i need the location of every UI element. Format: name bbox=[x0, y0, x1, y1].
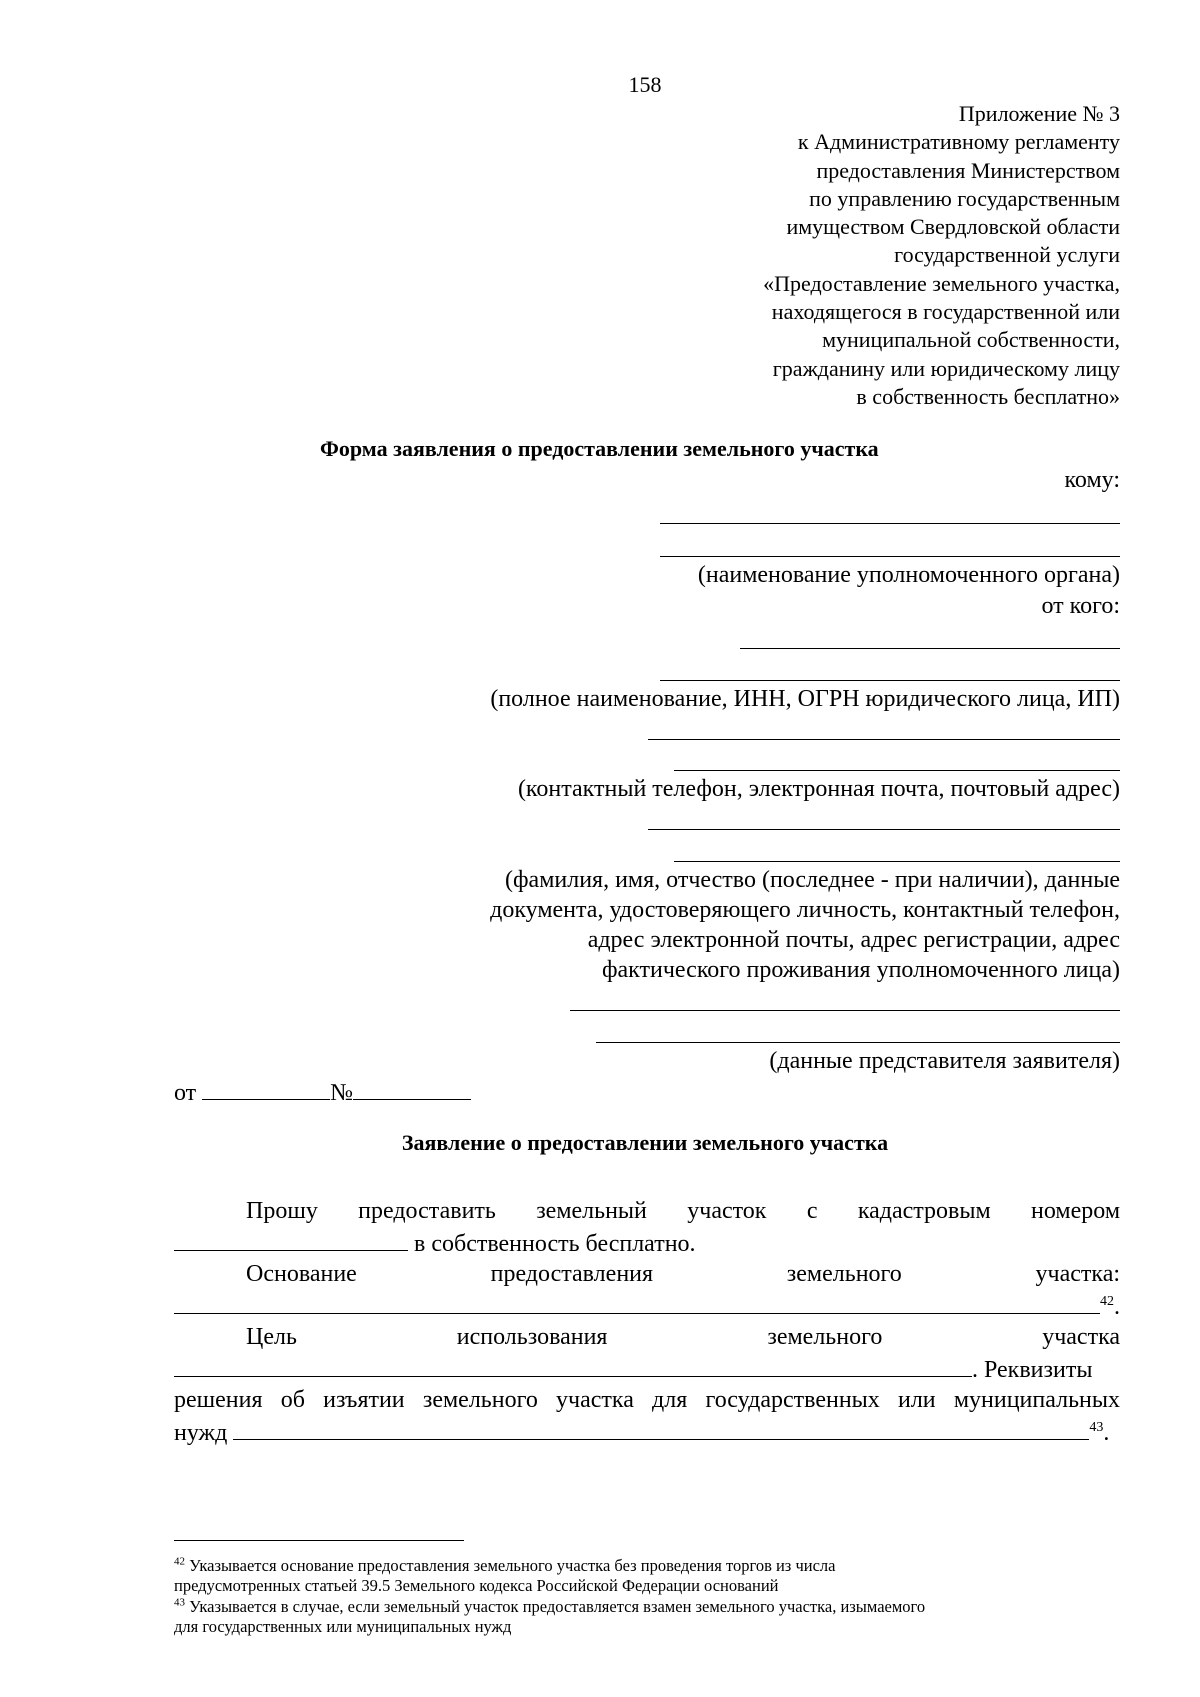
recipient-line-1[interactable] bbox=[660, 523, 1120, 524]
date-field[interactable] bbox=[202, 1075, 330, 1100]
person-line-2[interactable] bbox=[674, 861, 1120, 862]
body-word: Основание bbox=[246, 1261, 357, 1287]
body-word: Прошу bbox=[246, 1198, 318, 1224]
caption-person-line: документа, удостоверяющего личность, контактный телефон, bbox=[490, 897, 1120, 923]
contacts-line-1[interactable] bbox=[648, 739, 1120, 740]
caption-representative: (данные представителя заявителя) bbox=[769, 1048, 1120, 1074]
body-word: участок bbox=[687, 1198, 767, 1224]
footnote-separator bbox=[174, 1540, 464, 1541]
footnote-text: для государственных или муниципальных нужд bbox=[174, 1617, 512, 1636]
body-word: предоставить bbox=[358, 1198, 496, 1224]
caption-authority: (наименование уполномоченного органа) bbox=[697, 562, 1120, 588]
from-label: от кого: bbox=[1041, 593, 1120, 619]
body-line-3 bbox=[174, 1259, 1120, 1289]
body-text: . Реквизиты bbox=[972, 1357, 1093, 1383]
contacts-line-2[interactable] bbox=[674, 770, 1120, 771]
appendix-line: по управлению государственным bbox=[809, 185, 1120, 211]
body-line-1 bbox=[174, 1196, 1120, 1226]
body-line-6 bbox=[174, 1352, 1120, 1385]
to-label: кому: bbox=[1064, 467, 1120, 493]
appendix-line: государственной услуги bbox=[894, 242, 1120, 268]
representative-line-2[interactable] bbox=[596, 1042, 1120, 1043]
caption-legal-entity: (полное наименование, ИНН, ОГРН юридического лица, ИП) bbox=[490, 686, 1120, 712]
footnote-text: Указывается в случае, если земельный участок предоставляется взамен земельного участка, изымаемого bbox=[189, 1597, 926, 1616]
body-line-2 bbox=[174, 1226, 1120, 1259]
caption-person-line: фактического проживания уполномоченного лица) bbox=[601, 957, 1120, 983]
recipient-line-2[interactable] bbox=[660, 556, 1120, 557]
footnote-marker: 42 bbox=[174, 1555, 185, 1568]
body-word: номером bbox=[1031, 1198, 1121, 1224]
body-word: использования bbox=[456, 1324, 608, 1350]
caption-person-line: адрес электронной почты, адрес регистрации, адрес bbox=[587, 927, 1120, 953]
sender-line-2[interactable] bbox=[660, 680, 1120, 681]
body-line-4: $^{42}$. bbox=[174, 1289, 1120, 1322]
body-word: с bbox=[806, 1198, 818, 1224]
footnote-text: Указывается основание предоставления земельного участка без проведения торгов из числа bbox=[189, 1556, 836, 1575]
appendix-header bbox=[560, 100, 1120, 411]
form-title: Форма заявления о предоставлении земельного участка bbox=[320, 436, 879, 461]
page-number: 158 bbox=[628, 72, 662, 97]
footnote-marker: 43 bbox=[174, 1596, 185, 1609]
footnote-ref[interactable]: 42 bbox=[1100, 1294, 1114, 1309]
body-word: земельный bbox=[536, 1198, 647, 1224]
representative-line-1[interactable] bbox=[570, 1010, 1120, 1011]
body-text: в собственность бесплатно. bbox=[414, 1231, 696, 1257]
sender-line-1[interactable] bbox=[740, 648, 1120, 649]
appendix-line: находящегося в государственной или bbox=[771, 299, 1120, 325]
appendix-line: в собственность бесплатно» bbox=[856, 383, 1120, 409]
date-prefix: от bbox=[174, 1080, 197, 1106]
body-line-5 bbox=[174, 1322, 1120, 1352]
footnote-42 bbox=[174, 1556, 1120, 1596]
number-field[interactable] bbox=[353, 1075, 471, 1100]
body-text: нужд bbox=[174, 1420, 228, 1446]
footnote-text: предусмотренных статьей 39.5 Земельного кодекса Российской Федерации оснований bbox=[174, 1576, 779, 1595]
statement-body bbox=[174, 1196, 1120, 1448]
seizure-details-field[interactable] bbox=[233, 1415, 1089, 1440]
cadastral-number-field[interactable] bbox=[174, 1226, 408, 1251]
body-word: участка: bbox=[1035, 1261, 1121, 1287]
body-word: земельного bbox=[767, 1324, 883, 1350]
appendix-line: предоставления Министерством bbox=[816, 157, 1120, 183]
appendix-line: Приложение № 3 bbox=[958, 101, 1120, 126]
purpose-field[interactable] bbox=[174, 1352, 972, 1377]
date-number-row bbox=[174, 1075, 471, 1107]
footnote-43 bbox=[174, 1597, 1120, 1637]
body-word: земельного bbox=[786, 1261, 902, 1287]
body-line-8: нужд $^{43}$. bbox=[174, 1415, 1120, 1448]
caption-person-line: (фамилия, имя, отчество (последнее - при наличии), данные bbox=[505, 867, 1120, 893]
person-line-1[interactable] bbox=[648, 829, 1120, 830]
appendix-line: муниципальной собственности, bbox=[822, 327, 1120, 353]
appendix-line: гражданину или юридическому лицу bbox=[772, 355, 1120, 381]
body-word: участка bbox=[1042, 1324, 1121, 1350]
number-sign: № bbox=[330, 1080, 354, 1106]
body-line-7: решения об изъятии земельного участка для государственных или муниципальных bbox=[174, 1387, 1120, 1413]
appendix-line: имуществом Свердловской области bbox=[786, 214, 1120, 240]
statement-title: Заявление о предоставлении земельного участка bbox=[401, 1130, 889, 1155]
appendix-line: «Предоставление земельного участка, bbox=[763, 270, 1120, 296]
body-word: кадастровым bbox=[857, 1198, 991, 1224]
body-word: Цель bbox=[246, 1324, 297, 1350]
body-word: предоставления bbox=[490, 1261, 654, 1287]
caption-authorized-person bbox=[490, 865, 1120, 985]
footnote-ref[interactable]: 43 bbox=[1089, 1420, 1104, 1435]
grounds-field[interactable] bbox=[174, 1289, 1100, 1314]
appendix-line: к Административному регламенту bbox=[797, 129, 1120, 155]
caption-contacts: (контактный телефон, электронная почта, почтовый адрес) bbox=[517, 776, 1120, 802]
